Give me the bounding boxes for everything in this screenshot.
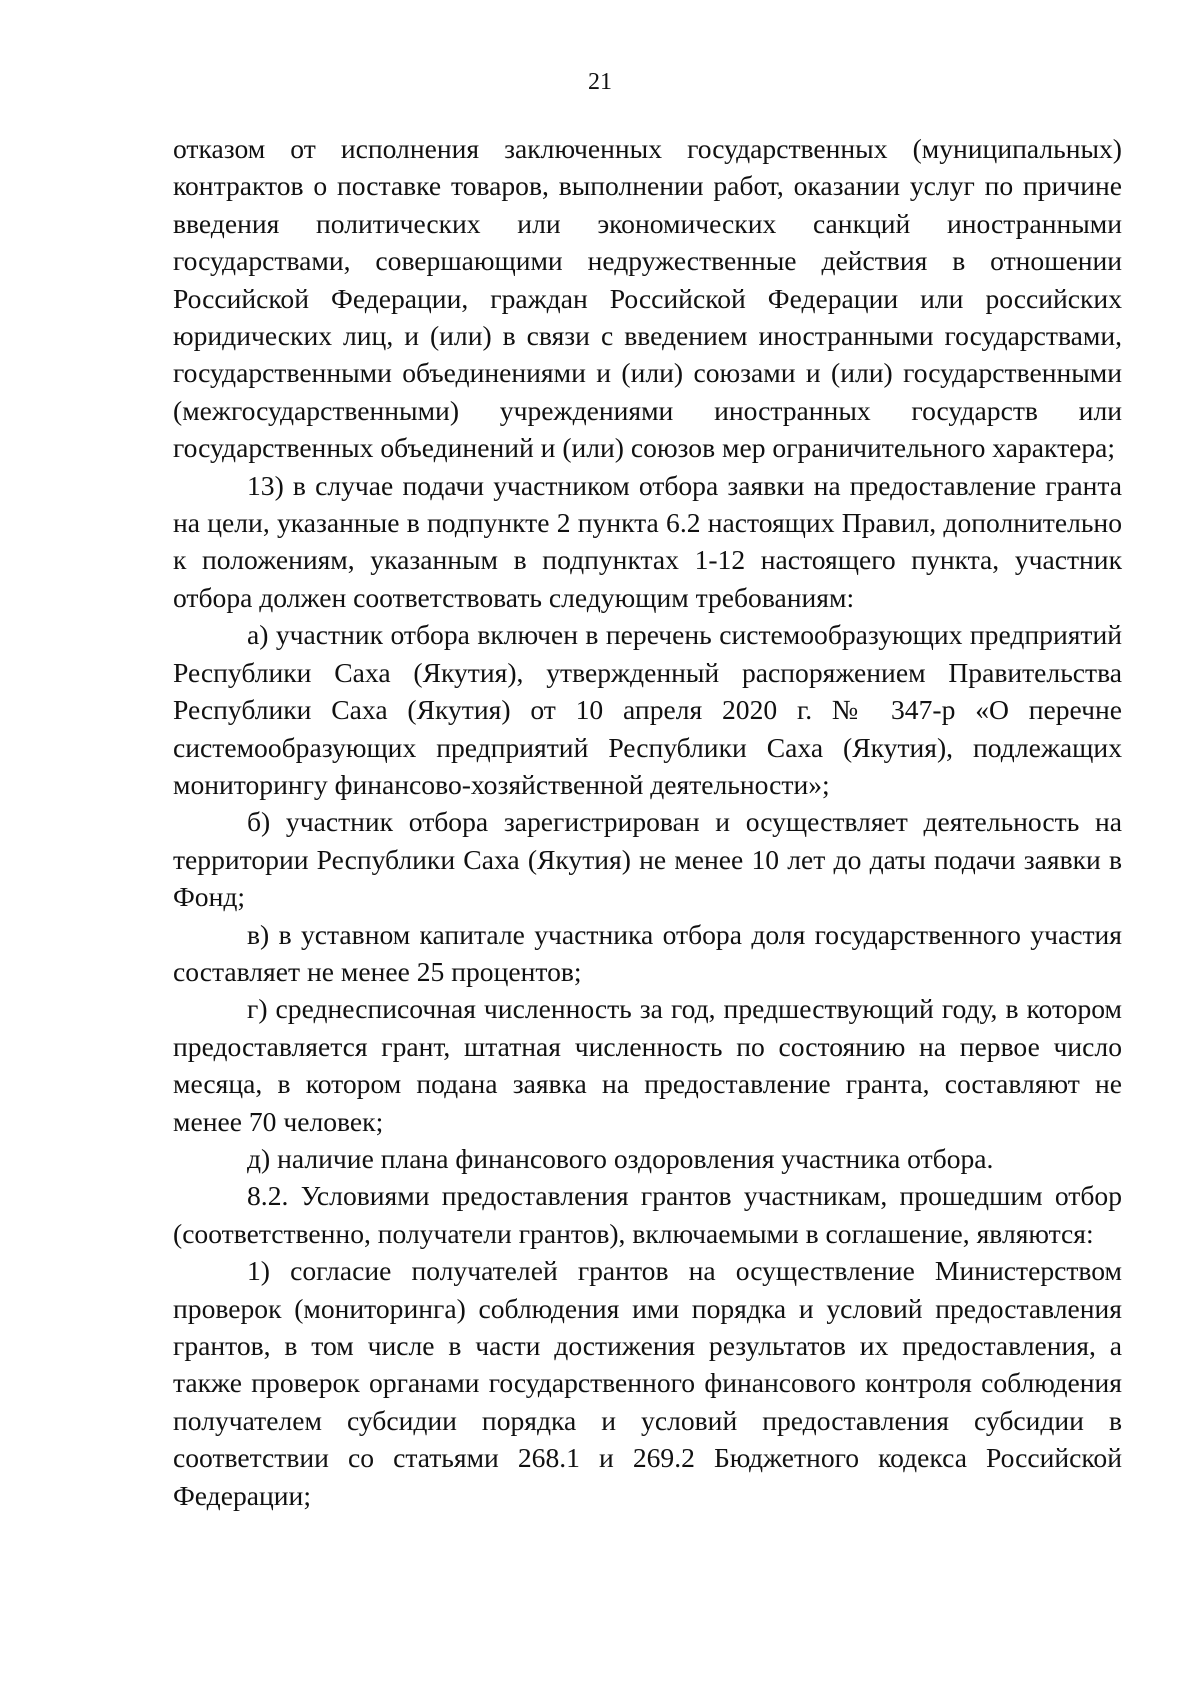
paragraph-subitem-g: г) среднесписочная численность за год, предшествующий году, в котором предоставляется грант, штатная численность по состоянию на первое число месяца, в котором подана заявка на предоставление гранта, составляют не менее 70 человек; [173, 993, 1122, 1137]
paragraph-condition-1: 1) согласие получателей грантов на осуществление Министерством проверок (мониторинга) соблюдения ими порядка и условий предоставления грантов, в том числе в части достижения результатов их предоставления, а также проверок органами государственного финансового контроля соблюдения получателем субсидии порядка и условий предоставления субсидии в соответствии со статьями 268.1 и 269.2 Бюджетного кодекса Российской Федерации; [173, 1255, 1122, 1511]
paragraph-continuation: отказом от исполнения заключенных государственных (муниципальных) контрактов о поставке товаров, выполнении работ, оказании услуг по причине введения политических или экономических санкций иностранными государствами, совершающими недружественные действия в отношении Российской Федерации, граждан Российской Федерации или российских юридических лиц, и (или) в связи с введением иностранными государствами, государственными объединениями и (или) союзами и (или) государственными (межгосударственными) учреждениями иностранных государств или государственных объединений и (или) союзов мер ограничительного характера; [173, 133, 1122, 464]
paragraph-subitem-a: а) участник отбора включен в перечень системообразующих предприятий Республики Саха (Якутия), утвержденный распоряжением Правительства Республики Саха (Якутия) от 10 апреля 2020 г. № 347-р «О перечне системообразующих предприятий Республики Саха (Якутия), подлежащих мониторингу финансово-хозяйственной деятельности»; [173, 619, 1122, 800]
paragraph-subitem-d: д) наличие плана финансового оздоровления участника отбора. [247, 1142, 994, 1174]
paragraph-subitem-b: б) участник отбора зарегистрирован и осуществляет деятельность на территории Республики Саха (Якутия) не менее 10 лет до даты подачи заявки в Фонд; [173, 806, 1122, 913]
page-number: 21 [588, 69, 612, 95]
paragraph-section-8-2: 8.2. Условиями предоставления грантов участникам, прошедшим отбор (соответственно, получатели грантов), включаемыми в соглашение, являются: [173, 1180, 1122, 1249]
document-body [173, 130, 1122, 1514]
paragraph-item-13: 13) в случае подачи участником отбора заявки на предоставление гранта на цели, указанные в подпункте 2 пункта 6.2 настоящих Правил, дополнительно к положениям, указанным в подпунктах 1-12 настоящего пункта, участник отбора должен соответствовать следующим требованиям: [173, 469, 1122, 613]
paragraph-subitem-v: в) в уставном капитале участника отбора доля государственного участия составляет не менее 25 процентов; [173, 918, 1122, 987]
